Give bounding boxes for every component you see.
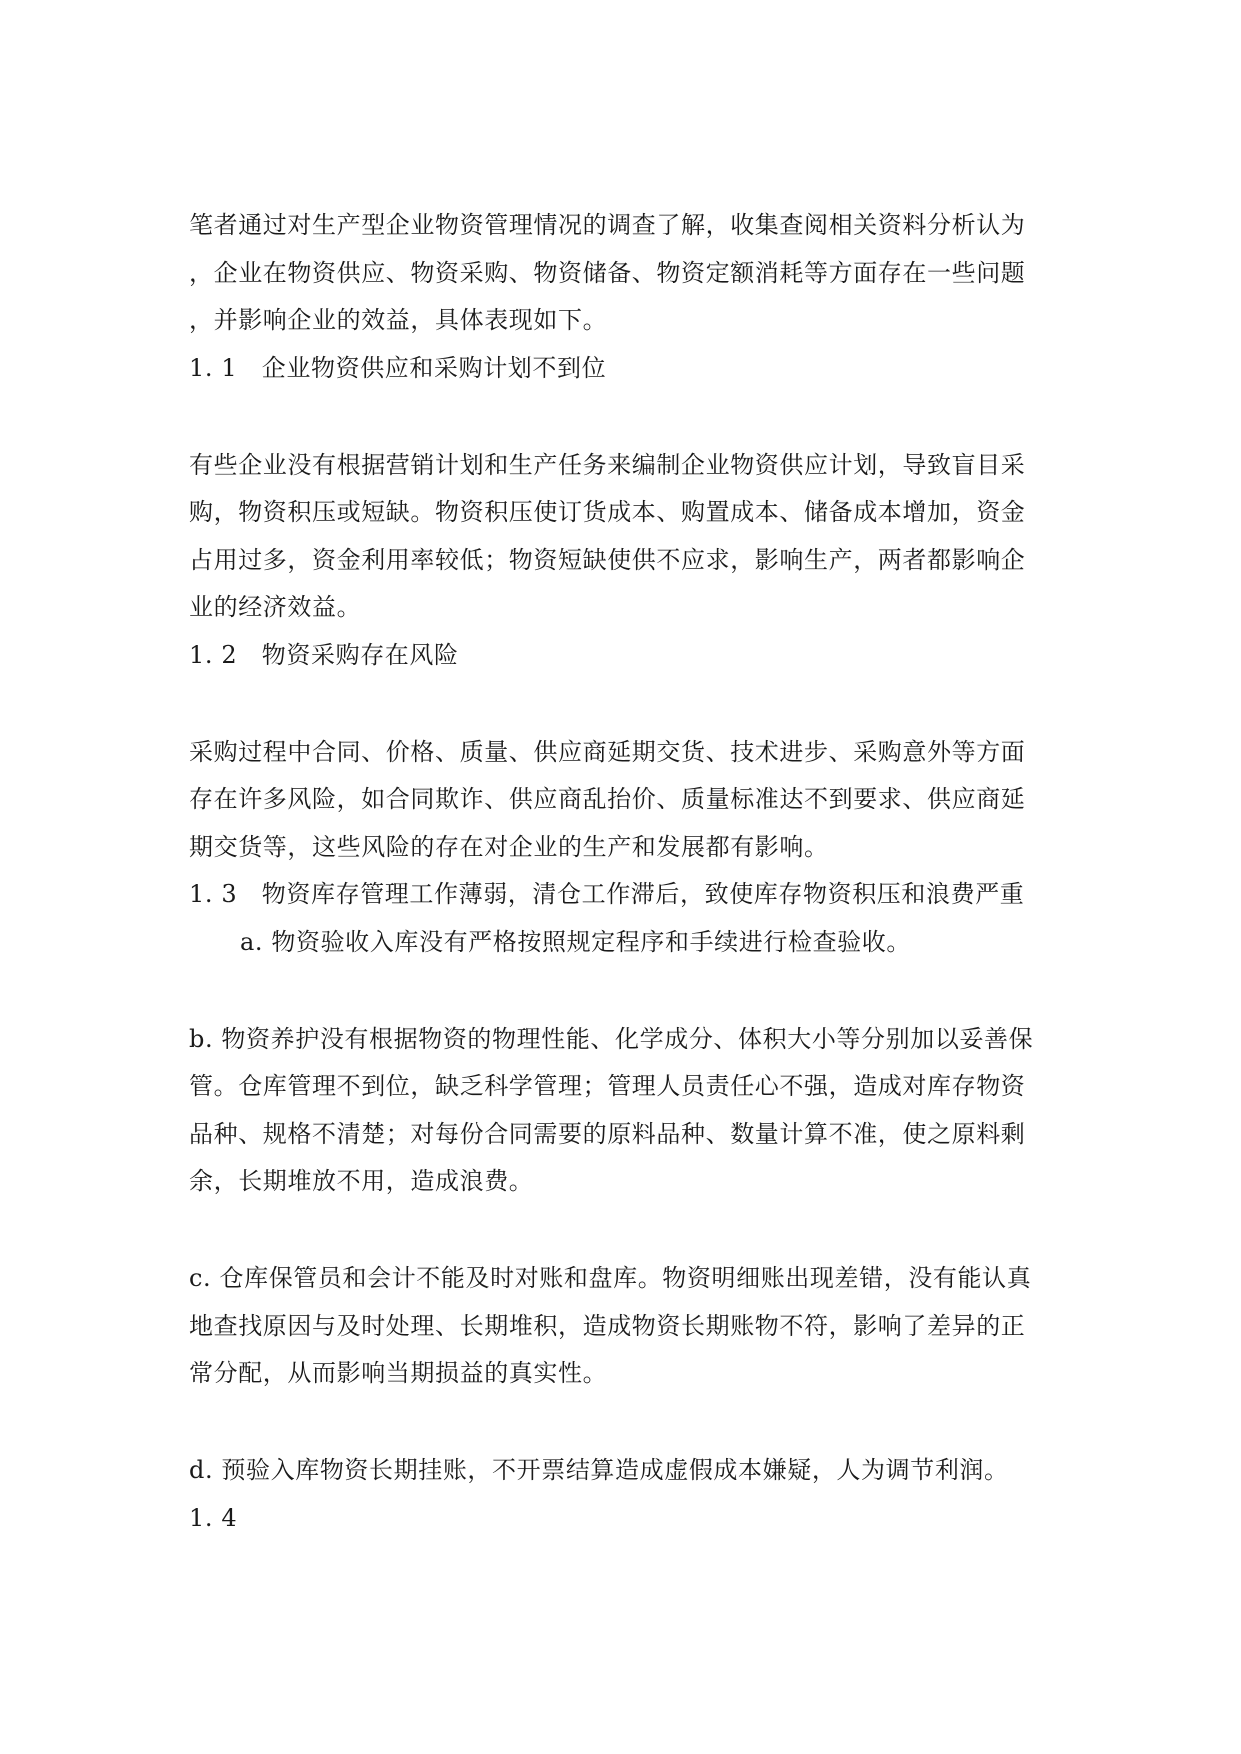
list-item-b-line-3: 品种、规格不清楚；对每份合同需要的原料品种、数量计算不准，使之原料剩: [189, 1120, 1026, 1148]
paragraph-1-line-2: ，企业在物资供应、物资采购、物资储备、物资定额消耗等方面存在一些问题: [189, 259, 1026, 287]
paragraph-2-line-2: 购，物资积压或短缺。物资积压使订货成本、购置成本、储备成本增加，资金: [189, 498, 1026, 526]
paragraph-1-line-3: ，并影响企业的效益，具体表现如下。: [189, 306, 608, 334]
section-heading-1-3: 1. 3 物资库存管理工作薄弱，清仓工作滞后，致使库存物资积压和浪费严重: [189, 880, 1025, 908]
list-item-c-line-1: c. 仓库保管员和会计不能及时对账和盘库。物资明细账出现差错，没有能认真: [189, 1264, 1032, 1292]
list-item-b-line-4: 余，长期堆放不用，造成浪费。: [189, 1167, 534, 1195]
list-item-a: a. 物资验收入库没有严格按照规定程序和手续进行检查验收。: [240, 928, 911, 956]
paragraph-1-line-1: 笔者通过对生产型企业物资管理情况的调查了解，收集查阅相关资料分析认为: [189, 211, 1026, 239]
section-heading-1-2: 1. 2 物资采购存在风险: [189, 641, 459, 669]
paragraph-2-line-4: 业的经济效益。: [189, 593, 362, 621]
list-item-c-line-2: 地查找原因与及时处理、长期堆积，造成物资长期账物不符，影响了差异的正: [189, 1312, 1026, 1340]
section-heading-1-4: 1. 4: [189, 1504, 238, 1532]
section-heading-1-1: 1. 1 企业物资供应和采购计划不到位: [189, 354, 607, 382]
paragraph-3-line-3: 期交货等，这些风险的存在对企业的生产和发展都有影响。: [189, 833, 829, 861]
paragraph-2-line-3: 占用过多，资金利用率较低；物资短缺使供不应求，影响生产，两者都影响企: [189, 546, 1026, 574]
list-item-b-line-1: b. 物资养护没有根据物资的物理性能、化学成分、体积大小等分别加以妥善保: [189, 1025, 1034, 1053]
paragraph-3-line-1: 采购过程中合同、价格、质量、供应商延期交货、技术进步、采购意外等方面: [189, 738, 1026, 766]
paragraph-3-line-2: 存在许多风险，如合同欺诈、供应商乱抬价、质量标准达不到要求、供应商延: [189, 785, 1026, 813]
paragraph-2-line-1: 有些企业没有根据营销计划和生产任务来编制企业物资供应计划，导致盲目采: [189, 451, 1026, 479]
list-item-d: d. 预验入库物资长期挂账，不开票结算造成虚假成本嫌疑，人为调节利润。: [189, 1456, 1009, 1484]
list-item-b-line-2: 管。仓库管理不到位，缺乏科学管理；管理人员责任心不强，造成对库存物资: [189, 1072, 1026, 1100]
list-item-c-line-3: 常分配，从而影响当期损益的真实性。: [189, 1359, 608, 1387]
